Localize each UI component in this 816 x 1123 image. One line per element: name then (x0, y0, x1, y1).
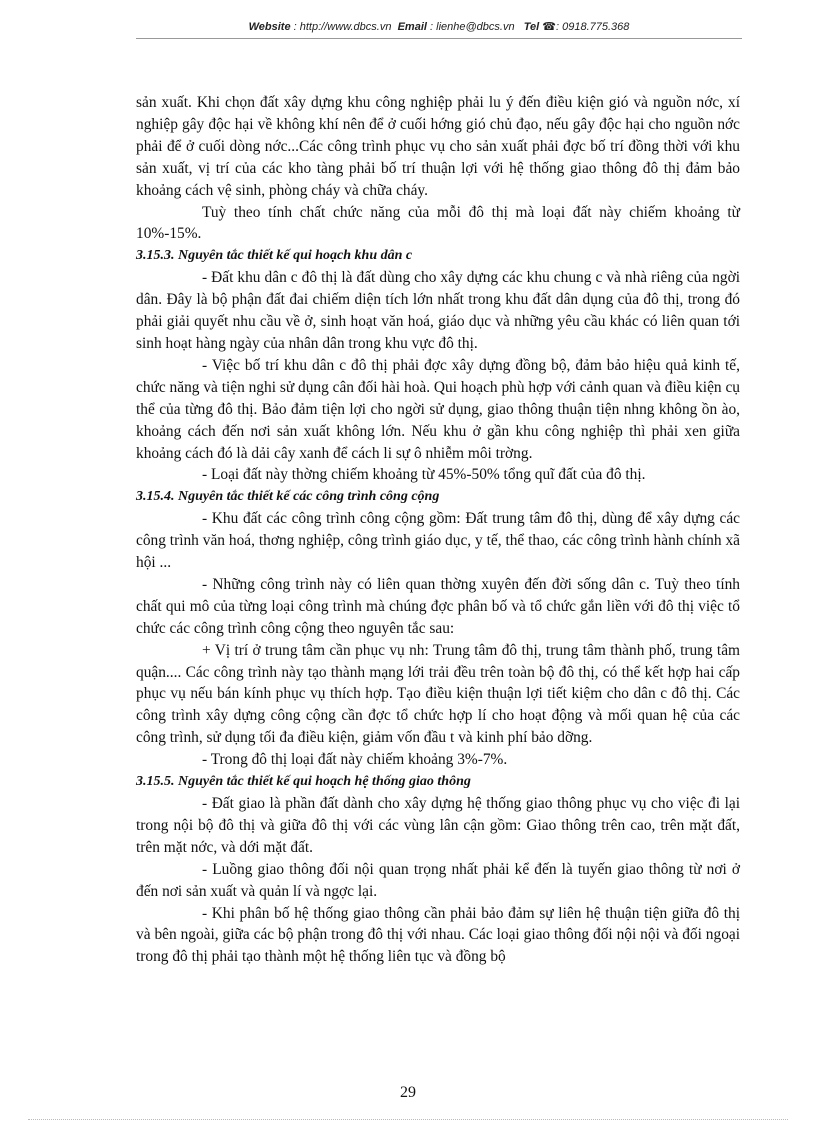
footer-divider (28, 1119, 788, 1120)
phone-icon: ☎ (542, 21, 556, 33)
website-value: : http://www.dbcs.vn (293, 21, 392, 33)
page-header (136, 20, 742, 33)
paragraph: - Loại đất này thờng chiếm khoảng từ 45%-50% tổng quĩ đất của đô thị. (202, 466, 646, 484)
email-label: Email (397, 21, 427, 33)
tel-label: Tel (523, 21, 540, 33)
website-label: Website (248, 21, 291, 33)
section-heading: 3.15.5. Nguyên tắc thiết kế qui hoạch hệ thống giao thông (136, 774, 471, 790)
header-divider (136, 38, 742, 39)
document-body (136, 92, 740, 968)
section-heading: 3.15.3. Nguyên tắc thiết kế qui hoạch khu dân c (136, 248, 413, 264)
paragraph: + Vị trí ở trung tâm cần phục vụ nh: Trung tâm đô thị, trung tâm thành phố, trung tâm quận.... Các công trình này tạo thành mạng lới trải đều trên toàn bộ đô thị, có thể kết hợp hai cấp phục vụ nếu bán kính phục vụ thích hợp. Tạo điều kiện thuận lợi tiết kiệm cho dân c đô thị. Các công trình xây dựng công cộng cần đợc tổ chức hợp lí cho hoạt động và mối quan hệ của các công trình, sử dụng tối đa điều kiện, giảm vốn đầu t và kinh phí bảo dỡng. (136, 641, 740, 747)
paragraph: - Đất giao là phần đất dành cho xây dựng hệ thống giao thông phục vụ cho việc đi lại trong nội bộ đô thị và giữa đô thị với các vùng lân cận gồm: Giao thông trên cao, trên mặt đất, trên mặt nớc, và dới mặt đất. (136, 795, 740, 856)
tel-value: : 0918.775.368 (556, 21, 630, 33)
paragraph: - Khi phân bố hệ thống giao thông cần phải bảo đảm sự liên hệ thuận tiện giữa đô thị và bên ngoài, giữa các bộ phận trong đô thị với nhau. Các loại giao thông đối nội nội và đối ngoại trong đô thị phải tạo thành một hệ thống liên tục và đồng bộ (136, 904, 740, 966)
paragraph: - Trong đô thị loại đất này chiếm khoảng 3%-7%. (202, 751, 508, 769)
paragraph: sản xuất. Khi chọn đất xây dựng khu công nghiệp phải lu ý đến điều kiện gió và nguồn nớc, xí nghiệp gây độc hại về không khí nên để ở cuối hớng gió chủ đạo, nếu gây độc hại cho nguồn nớc phải để ở cuối dòng nớc...Các công trình phục vụ cho sản xuất phải đợc bố trí đồng thời với khu sản xuất, vị trí của các kho tàng phải bố trí thuận lợi với hệ thống giao thông đô thị đảm bảo khoảng cách vệ sinh, phòng cháy và chữa cháy. (136, 94, 740, 199)
page-number: 29 (400, 1084, 416, 1101)
email-value: : lienhe@dbcs.vn (430, 21, 515, 33)
paragraph: - Những công trình này có liên quan thờng xuyên đến đời sống dân c. Tuỳ theo tính chất qui mô của từng loại công trình mà chúng đợc phân bố và tổ chức gắn liền với đô thị việc tổ chức các công trình công cộng theo nguyên tắc sau: (136, 575, 740, 637)
paragraph: - Đất khu dân c đô thị là đất dùng cho xây dựng các khu chung c và nhà riêng của ngời dân. Đây là bộ phận đất đai chiếm diện tích lớn nhất trong khu đất dân dụng của đô thị, trong đó phải giải quyết nhu cầu về ở, sinh hoạt văn hoá, giáo dục và những yêu cầu khác có liên quan tới sinh hoạt hàng ngày của nhân dân trong khu vực đô thị. (136, 269, 740, 352)
paragraph: Tuỳ theo tính chất chức năng của mỗi đô thị mà loại đất này chiếm khoảng từ 10%-15%. (136, 203, 740, 243)
paragraph: - Việc bố trí khu dân c đô thị phải đợc xây dựng đồng bộ, đảm bảo hiệu quả kinh tế, chức năng và tiện nghi sử dụng cân đối hài hoà. Qui hoạch phù hợp với cảnh quan và điều kiện cụ thể của từng đô thị. Bảo đảm tiện lợi cho ngời sử dụng, giao thông thuận tiện nhng không ồn ào, khoảng cách đến nơi sản xuất không lớn. Nếu khu ở gần khu công nghiệp thì phải xen giữa khoảng cách đó là dải cây xanh để cách li sự ô nhiễm môi trờng. (136, 356, 740, 462)
paragraph: - Khu đất các công trình công cộng gồm: Đất trung tâm đô thị, dùng để xây dựng các công trình văn hoá, thơng nghiệp, công trình giáo dục, y tế, thể thao, các công trình hành chính xã hội ... (136, 510, 740, 572)
section-heading: 3.15.4. Nguyên tắc thiết kế các công trình công cộng (136, 489, 440, 505)
paragraph: - Luồng giao thông đối nội quan trọng nhất phải kể đến là tuyến giao thông từ nơi ở đến nơi sản xuất và quản lí và ngợc lại. (136, 860, 740, 900)
